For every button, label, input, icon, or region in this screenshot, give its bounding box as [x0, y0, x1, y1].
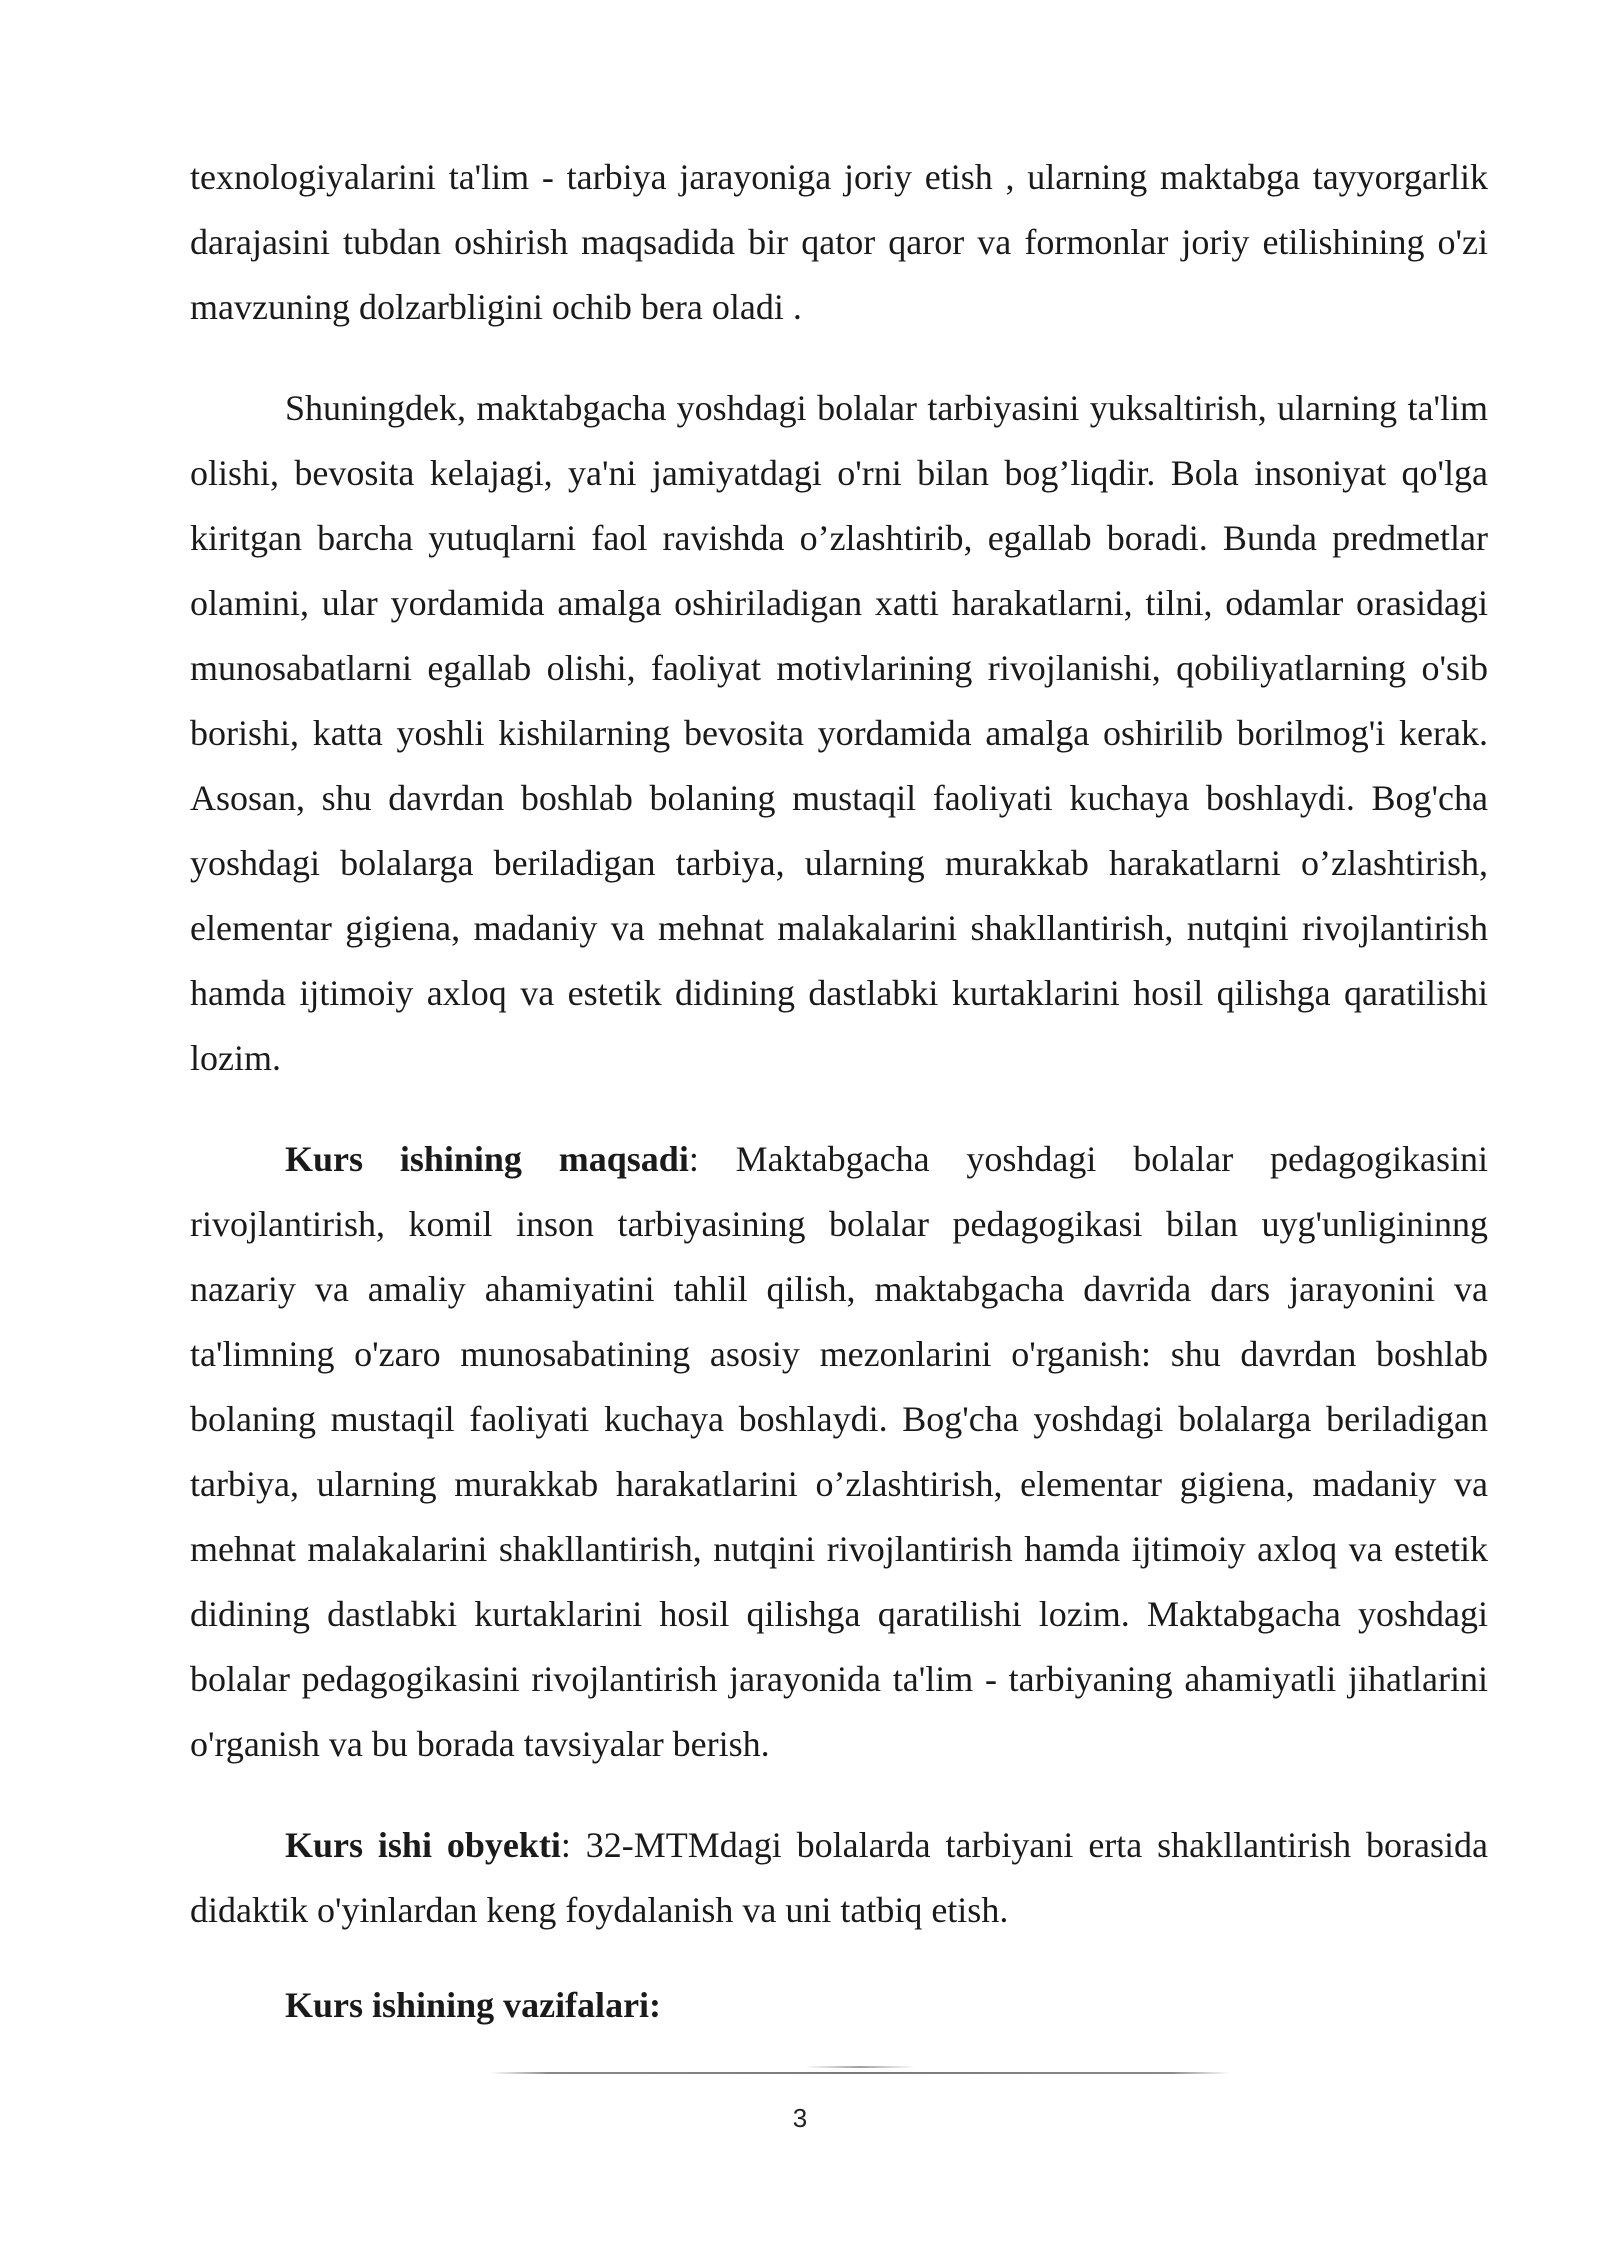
text-kurs-maqsadi: : Maktabgacha yoshdagi bolalar pedagogikasini rivojlantirish, komil inson tarbiyasining bolalar pedagogikasi bilan uyg'unligininng nazariy va amaliy ahamiyatini tahlil qilish, maktabgacha davrida dars jarayonini va ta'limning o'zaro munosabatining asosiy mezonlarini o'rganish: shu davrdan boshlab bolaning mustaqil faoliyati kuchaya boshlaydi. Bog'cha yoshdagi bolalarga beriladigan tarbiya, ularning murakkab harakatlarini o’zlashtirish, elementar gigiena, madaniy va mehnat malakalarini shakllantirish, nutqini rivojlantirish hamda ijtimoiy axloq va estetik didining dastlabki kurtaklarini hosil qilishga qaratilishi lozim. Maktabgacha yoshdagi bolalar pedagogikasini rivojlantirish jarayonida ta'lim - tarbiyaning ahamiyatli jihatlarini o'rganish va bu borada tavsiyalar berish. [190, 1139, 1488, 1764]
page-number: 3 [792, 2103, 808, 2133]
footer-divider [490, 2072, 1230, 2074]
paragraph-shuningdek: Shuningdek, maktabgacha yoshdagi bolalar tarbiyasini yuksaltirish, ularning ta'lim olishi, bevosita kelajagi, ya'ni jamiyatdagi o'rni bilan bog’liqdir. Bola insoniyat qo'lga kiritgan barcha yutuqlarni faol ravishda o’zlashtirib, egallab boradi. Bunda predmetlar olamini, ular yordamida amalga oshiriladigan xatti harakatlarni, tilni, odamlar orasidagi munosabatlarni egallab olishi, faoliyat motivlarining rivojlanishi, qobiliyatlarning o'sib borishi, katta yoshli kishilarning bevosita yordamida amalga oshirilib borilmog'i kerak. Asosan, shu davrdan boshlab bolaning mustaqil faoliyati kuchaya boshlaydi. Bog'cha yoshdagi bolalarga beriladigan tarbiya, ularning murakkab harakatlarni o’zlashtirish, elementar gigiena, madaniy va mehnat malakalarini shakllantirish, nutqini rivojlantirish hamda ijtimoiy axloq va estetik didining dastlabki kurtaklarini hosil qilishga qaratilishi lozim. [190, 388, 1488, 1078]
heading-kurs-obyekti: Kurs ishi obyekti [285, 1825, 561, 1865]
page-body [190, 145, 1488, 2038]
paragraph-kurs-maqsadi [190, 1127, 1488, 1777]
paragraph-kurs-vazifalari [190, 1973, 1488, 2038]
heading-kurs-maqsadi: Kurs ishining maqsadi [285, 1139, 689, 1179]
footer-rule-accent [805, 2066, 915, 2068]
text-kurs-obyekti: : 32-MTMdagi bolalarda tarbiyani erta shakllantirish borasida didaktik o'yinlardan keng foydalanish va uni tatbiq etish. [190, 1825, 1488, 1930]
paragraph-intro-continuation: texnologiyalarini ta'lim - tarbiya jarayoniga joriy etish , ularning maktabga tayyorgarlik darajasini tubdan oshirish maqsadida bir qator qaror va formonlar joriy etilishining o'zi mavzuning dolzarbligini ochib bera oladi . [190, 157, 1488, 327]
heading-kurs-vazifalari: Kurs ishining vazifalari: [285, 1985, 662, 2025]
paragraph-kurs-obyekti [190, 1813, 1488, 1943]
